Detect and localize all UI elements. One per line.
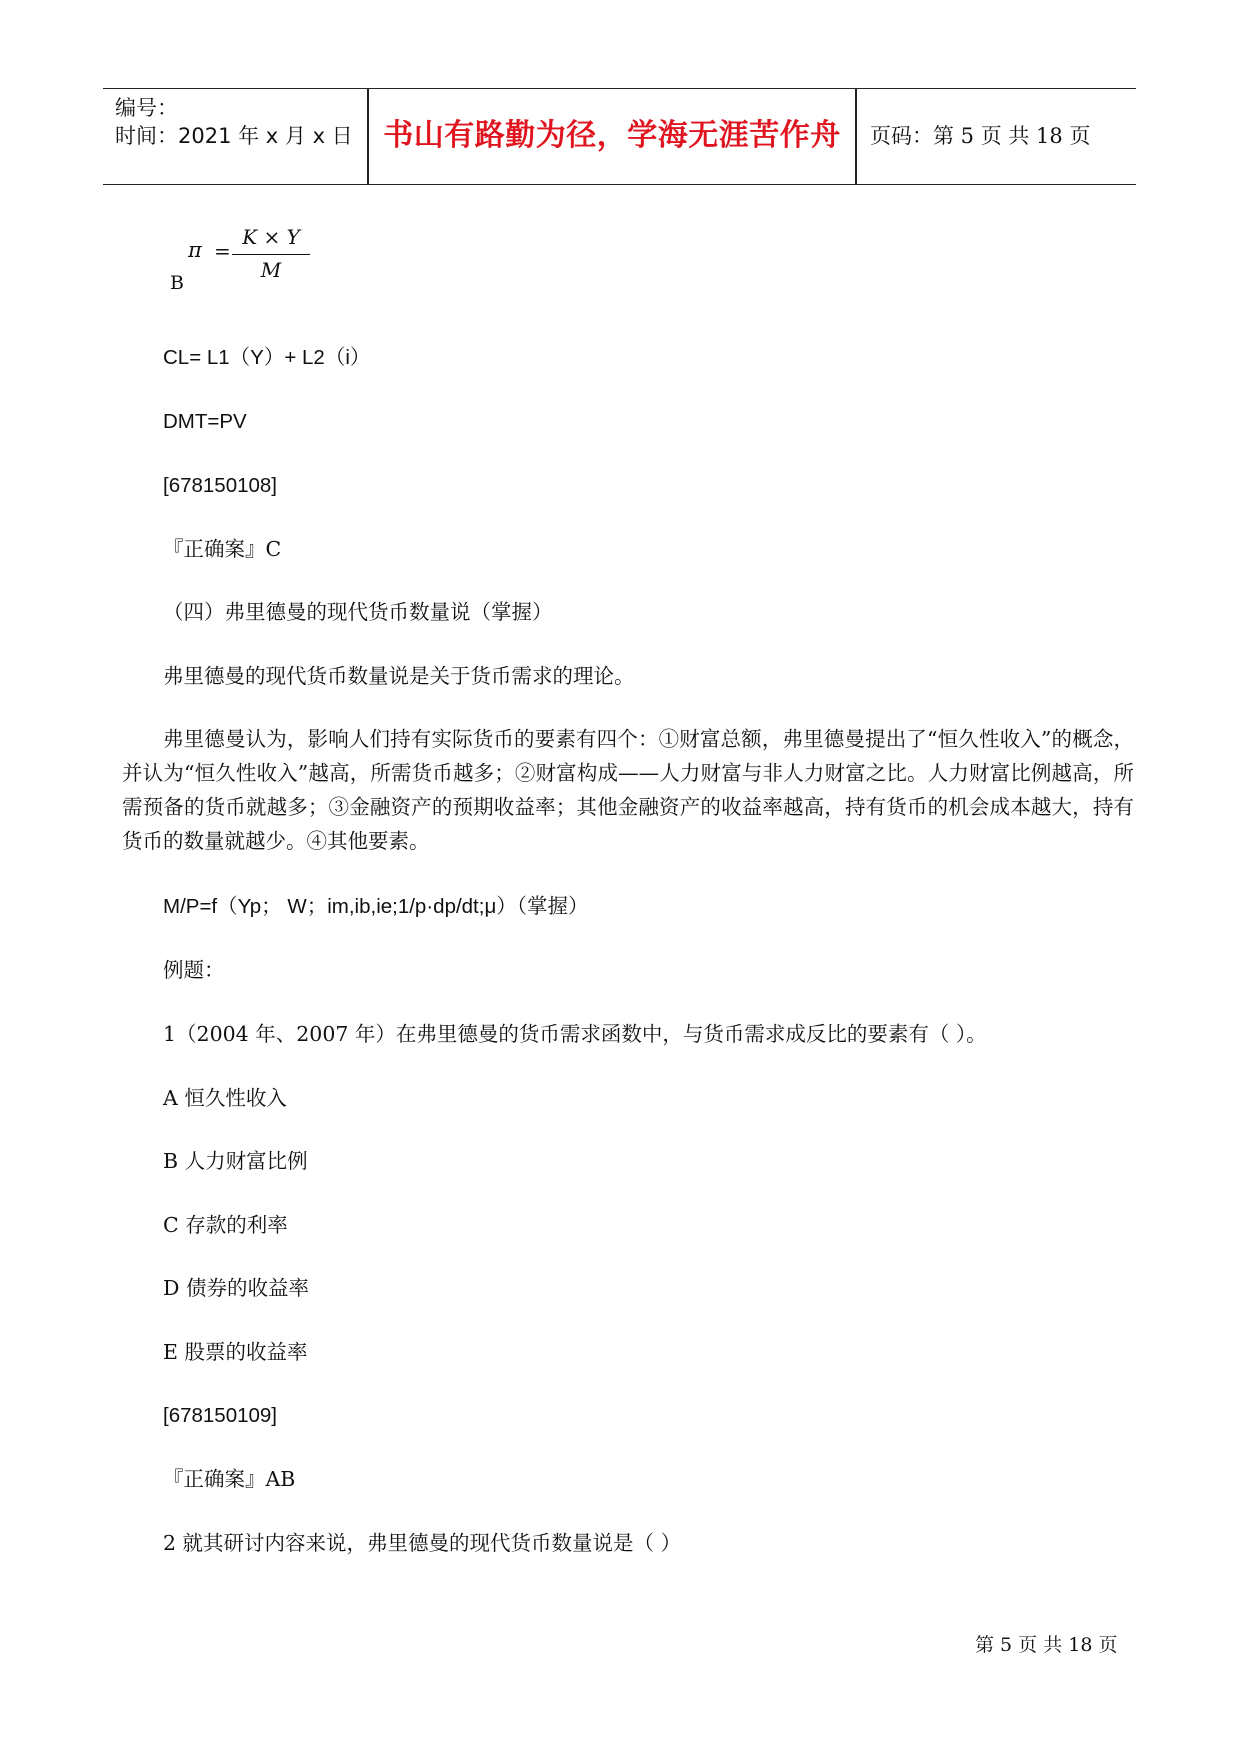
formula-pi: π — [188, 238, 202, 262]
money-demand-formula: M/P=f（Yp； W；im,ib,ie;1/p·dp/dt;μ）（掌握） — [163, 895, 589, 918]
page-header — [103, 88, 1136, 185]
header-time-label: 时间：2021 年 x 月 x 日 — [115, 124, 353, 148]
section-title: （四）弗里德曼的现代货币数量说（掌握） — [163, 600, 553, 624]
formula-equals: = — [214, 239, 231, 263]
explanation-paragraph: 弗里德曼认为，影响人们持有实际货币的要素有四个：①财富总额，弗里德曼提出了“恒久性收入”的概念，并认为“恒久性收入”越高，所需货币越多；②财富构成——人力财富与非人力财富之比。人力财富比例越高，所需预备的货币就越多；③金融资产的预期收益率；其他金融资产的收益率越高，持有货币的机会成本越大，持有货币的数量就越少。④其他要素。 — [122, 727, 1134, 853]
formula-numerator: K × Y — [242, 225, 300, 249]
formula-option-label: B — [170, 272, 184, 294]
option-c: C 存款的利率 — [163, 1213, 288, 1237]
velocity-formula — [170, 222, 305, 292]
formula-fraction-bar — [232, 254, 310, 255]
dmt-formula: DMT=PV — [163, 410, 247, 433]
header-page-label: 页码：第 5 页 共 18 页 — [870, 124, 1091, 148]
question-id: [678150108] — [163, 474, 278, 497]
formula-denominator: M — [260, 258, 282, 282]
header-divider — [855, 89, 857, 184]
option-e: E 股票的收益率 — [163, 1340, 308, 1364]
intro-paragraph: 弗里德曼的现代货币数量说是关于货币需求的理论。 — [163, 664, 635, 688]
question-text: 1（2004 年、2007 年）在弗里德曼的货币需求函数中，与货币需求成反比的要素有（ ）。 — [163, 1022, 987, 1046]
example-label: 例题： — [163, 958, 225, 982]
option-b: B 人力财富比例 — [163, 1149, 308, 1173]
question-text: 2 就其研讨内容来说，弗里德曼的现代货币数量说是（ ） — [163, 1531, 682, 1555]
header-number-label: 编号： — [115, 96, 178, 120]
header-meta — [103, 89, 367, 184]
answer: 『正确案』AB — [163, 1467, 296, 1491]
cl-formula: CL= L1（Y）+ L2（i） — [163, 346, 371, 369]
option-d: D 债券的收益率 — [163, 1276, 309, 1300]
option-a: A 恒久性收入 — [163, 1086, 287, 1110]
question-id: [678150109] — [163, 1404, 278, 1427]
footer-page-label: 第 5 页 共 18 页 — [975, 1634, 1118, 1656]
answer: 『正确案』C — [163, 537, 282, 561]
header-motto: 书山有路勤为径，学海无涯苦作舟 — [383, 118, 841, 153]
